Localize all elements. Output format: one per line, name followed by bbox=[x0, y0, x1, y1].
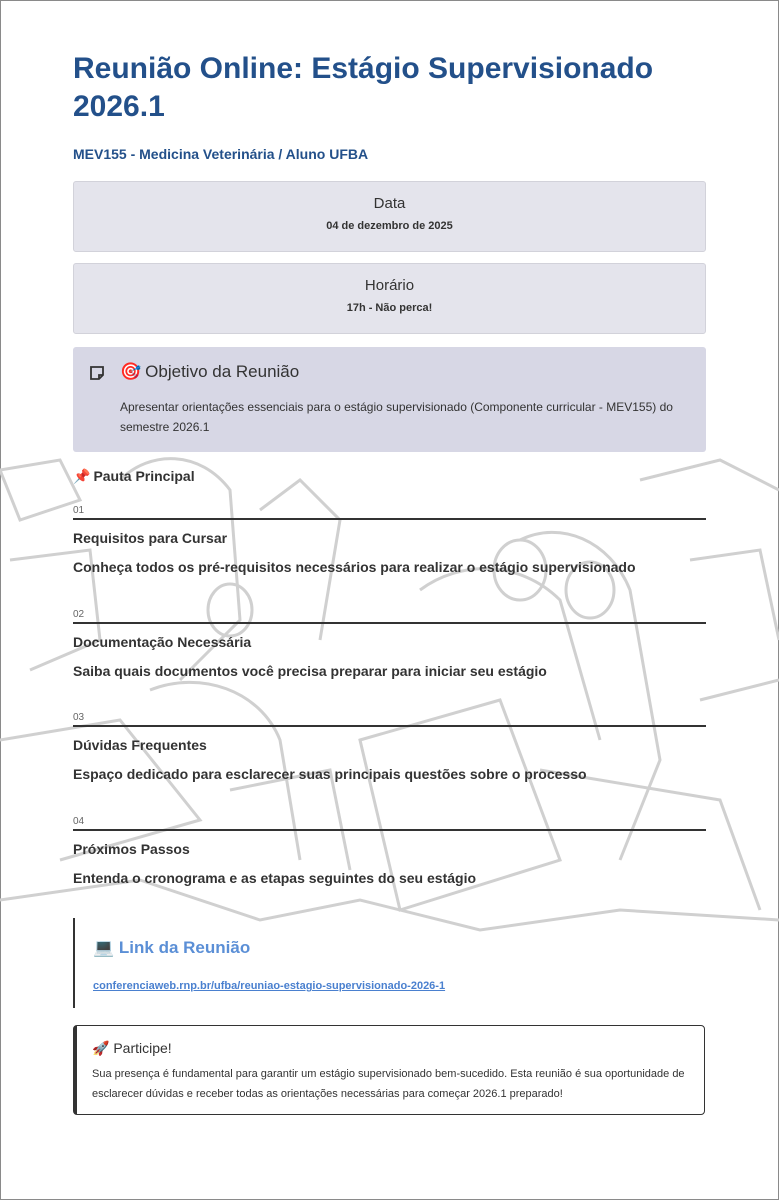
time-label: Horário bbox=[364, 277, 415, 294]
meeting-link-title bbox=[93, 938, 250, 958]
agenda-divider bbox=[73, 622, 706, 624]
rocket-icon: 🚀 bbox=[92, 1040, 110, 1056]
objective-text: Apresentar orientações essenciais para o estágio supervisionado (Componente curricular - MEV155) do semestre 2026.1 bbox=[120, 400, 673, 434]
agenda-item bbox=[73, 712, 706, 782]
agenda-item-number: 01 bbox=[73, 505, 85, 516]
agenda-item-number: 03 bbox=[73, 712, 85, 723]
course-subtitle: MEV155 - Medicina Veterinária / Aluno UFBA bbox=[73, 146, 369, 162]
agenda-item-title: Próximos Passos bbox=[73, 841, 190, 857]
agenda-item-number: 04 bbox=[73, 816, 85, 827]
agenda-item bbox=[73, 816, 706, 886]
participate-title bbox=[92, 1040, 172, 1057]
meeting-link-url[interactable]: conferenciaweb.rnp.br/ufba/reuniao-estagio-supervisionado-2026-1 bbox=[93, 980, 446, 992]
pushpin-icon: 📌 bbox=[73, 468, 91, 484]
time-box bbox=[73, 263, 706, 334]
date-value: 04 de dezembro de 2025 bbox=[326, 220, 453, 232]
participate-callout bbox=[73, 1025, 705, 1115]
agenda-divider bbox=[73, 725, 706, 727]
agenda-item-number: 02 bbox=[73, 609, 85, 620]
agenda-item-description: Conheça todos os pré-requisitos necessários para realizar o estágio supervisionado bbox=[73, 559, 636, 575]
laptop-icon: 💻 bbox=[93, 938, 115, 957]
page-title: Reunião Online: Estágio Supervisionado 2026.1 bbox=[73, 52, 654, 123]
agenda-divider bbox=[73, 829, 706, 831]
agenda-divider bbox=[73, 518, 706, 520]
note-icon bbox=[89, 365, 105, 381]
objective-title bbox=[120, 362, 299, 382]
agenda-item-title: Requisitos para Cursar bbox=[73, 530, 228, 546]
agenda-item-description: Entenda o cronograma e as etapas seguintes do seu estágio bbox=[73, 870, 477, 886]
meeting-link-title-text: Link da Reunião bbox=[118, 938, 251, 957]
agenda-heading-text: Pauta Principal bbox=[93, 468, 195, 484]
target-icon: 🎯 bbox=[120, 362, 142, 381]
participate-title-text: Participe! bbox=[113, 1040, 172, 1056]
date-box bbox=[73, 181, 706, 252]
objective-title-text: Objetivo da Reunião bbox=[145, 362, 300, 381]
participate-text: Sua presença é fundamental para garantir um estágio supervisionado bem-sucedido. Esta reunião é sua oportunidade de esclarecer dúvidas e receber todas as orientações necessárias para começar 2026.1 preparado! bbox=[92, 1068, 685, 1100]
meeting-link-box bbox=[73, 918, 706, 1008]
agenda-item bbox=[73, 609, 706, 679]
objective-callout bbox=[73, 347, 706, 452]
time-value: 17h - Não perca! bbox=[346, 302, 433, 314]
agenda-item bbox=[73, 505, 706, 575]
date-label: Data bbox=[373, 195, 406, 212]
agenda-item-description: Saiba quais documentos você precisa preparar para iniciar seu estágio bbox=[73, 663, 547, 679]
agenda-item-title: Dúvidas Frequentes bbox=[73, 737, 207, 753]
agenda-heading bbox=[73, 468, 195, 485]
agenda-item-description: Espaço dedicado para esclarecer suas principais questões sobre o processo bbox=[73, 766, 587, 782]
agenda-item-title: Documentação Necessária bbox=[73, 634, 252, 650]
